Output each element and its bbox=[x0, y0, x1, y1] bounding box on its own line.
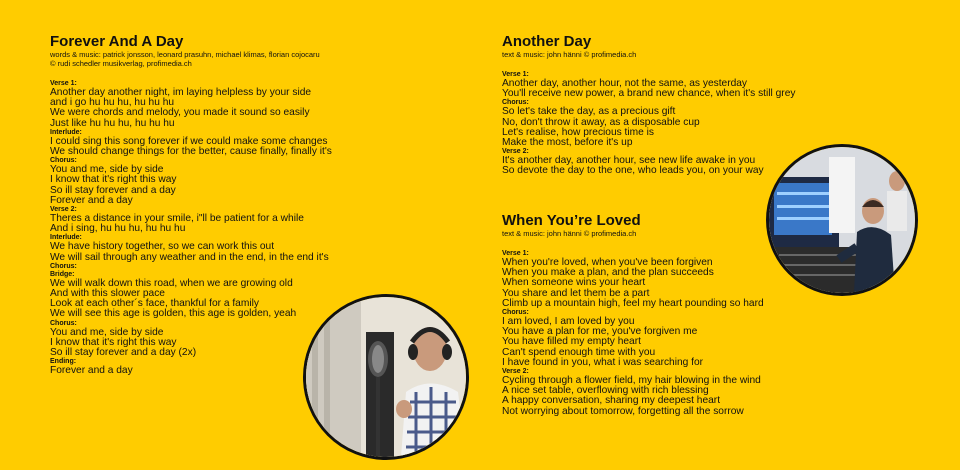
section-label: Bridge: bbox=[50, 270, 75, 278]
lyric-line: Forever and a day bbox=[50, 194, 133, 206]
song-another-day bbox=[502, 33, 795, 177]
lyric-line: We will see this age is golden, this age is golden, yeah bbox=[50, 308, 297, 320]
lyric-line: Just like hu hu hu, hu hu hu bbox=[50, 117, 175, 129]
lyric-line: So ill stay forever and a day bbox=[50, 184, 176, 196]
lyric-line: A happy conversation, sharing my deepest heart bbox=[502, 395, 721, 407]
section-label: Chorus: bbox=[50, 157, 77, 165]
lyric-line: I know that it's right this way bbox=[50, 336, 177, 348]
lyric-line: I could sing this song forever if we could make some changes bbox=[50, 135, 328, 147]
lyric-line: Look at each other´s face, thankful for a family bbox=[50, 298, 259, 310]
lyric-line: Another day another night, im laying helpless by your side bbox=[50, 87, 312, 98]
section-label: Verse 2: bbox=[50, 206, 77, 214]
song-credit: text & music: john hänni © profimedia.ch bbox=[502, 229, 637, 238]
song-forever-and-a-day bbox=[50, 33, 332, 376]
song-title: Another Day bbox=[502, 33, 592, 50]
right-page bbox=[480, 0, 960, 470]
lyrics-block bbox=[502, 250, 764, 417]
lyric-line: Let's realise, how precious time is bbox=[502, 126, 654, 138]
lyric-line: Forever and a day bbox=[50, 365, 133, 377]
lyric-line: When you make a plan, and the plan succeeds bbox=[502, 267, 714, 279]
lyric-line: You have a plan for me, you've forgiven me bbox=[502, 326, 698, 338]
lyric-line: I am loved, I am loved by you bbox=[502, 316, 635, 328]
song-when-youre-loved bbox=[502, 212, 764, 417]
lyric-line: We will walk down this road, when we are growing old bbox=[50, 277, 293, 289]
lyric-line: Cycling through a flower field, my hair blowing in the wind bbox=[502, 375, 761, 387]
song-title: When You’re Loved bbox=[502, 212, 641, 229]
lyric-line: No, don't throw it away, as a disposable cup bbox=[502, 116, 700, 128]
lyric-line: Make the most, before it's up bbox=[502, 137, 633, 149]
song-credit: text & music: john hänni © profimedia.ch bbox=[502, 50, 637, 59]
lyric-line: We will sail through any weather and in the end, in the end it's bbox=[50, 251, 329, 263]
lyric-line: Theres a distance in your smile, i"ll be patient for a while bbox=[50, 213, 304, 225]
lyric-line: When you're loved, when you've been forgiven bbox=[502, 257, 713, 268]
lyric-line: We have history together, so we can work this out bbox=[50, 241, 275, 253]
song-title: Forever And A Day bbox=[50, 33, 184, 50]
lyric-line: We should change things for the better, cause finally, finally it's bbox=[50, 146, 332, 158]
section-label: Chorus: bbox=[502, 309, 529, 317]
lyric-line: I have found in you, what i was searching for bbox=[502, 356, 704, 368]
section-label: Verse 2: bbox=[502, 148, 529, 156]
song-credit: © rudi schedler musikverlag, profimedia.ch bbox=[50, 59, 192, 68]
lyric-line: Not worrying about tomorrow, forgetting all the sorrow bbox=[502, 405, 744, 417]
lyric-line: You have filled my empty heart bbox=[502, 336, 641, 348]
lyric-line: Climb up a mountain high, feel my heart pounding so hard bbox=[502, 297, 764, 309]
lyric-line: Another day, another hour, not the same, as yesterday bbox=[502, 78, 748, 89]
lyric-line: and i go hu hu hu, hu hu hu bbox=[50, 97, 175, 109]
lyric-line: You share and let them be a part bbox=[502, 287, 650, 299]
lyric-line: So ill stay forever and a day (2x) bbox=[50, 347, 197, 359]
lyrics-block bbox=[502, 71, 795, 177]
lyric-line: It's another day, another hour, see new life awake in you bbox=[502, 155, 756, 167]
song-credit: words & music: patrick jonsson, leonard prasuhn, michael klimas, florian cojocaru bbox=[50, 50, 320, 59]
lyrics-block bbox=[50, 80, 332, 376]
section-label: Chorus: bbox=[50, 319, 77, 327]
lyric-line: And i sing, hu hu hu, hu hu hu bbox=[50, 223, 186, 235]
lyric-line: So let's take the day, as a precious gift bbox=[502, 106, 676, 118]
lyric-line: A nice set table, overflowing with rich blessing bbox=[502, 385, 709, 397]
lyric-line: We were chords and melody, you made it sound so easily bbox=[50, 107, 310, 119]
lyric-line: So devote the day to the one, who leads you, on your way bbox=[502, 165, 764, 177]
lyric-line: When someone wins your heart bbox=[502, 277, 646, 289]
lyric-line: And with this slower pace bbox=[50, 288, 165, 300]
lyric-line: You and me, side by side bbox=[50, 326, 164, 338]
section-label: Verse 1: bbox=[50, 80, 77, 87]
studio-photo bbox=[766, 144, 918, 296]
section-label: Verse 2: bbox=[502, 368, 529, 376]
section-label: Chorus: bbox=[50, 262, 77, 270]
section-label: Interlude: bbox=[50, 234, 82, 242]
section-label: Chorus: bbox=[502, 99, 529, 107]
section-label: Verse 1: bbox=[502, 250, 529, 257]
section-label: Ending: bbox=[50, 358, 77, 366]
lyric-line: You and me, side by side bbox=[50, 164, 164, 176]
section-label: Verse 1: bbox=[502, 71, 529, 78]
lyric-line: Can't spend enough time with you bbox=[502, 346, 656, 358]
section-label: Interlude: bbox=[50, 128, 82, 136]
singer-photo bbox=[303, 294, 469, 460]
lyric-line: You'll receive new power, a brand new chance, when it's still grey bbox=[502, 88, 796, 100]
lyric-line: I know that it's right this way bbox=[50, 174, 177, 186]
